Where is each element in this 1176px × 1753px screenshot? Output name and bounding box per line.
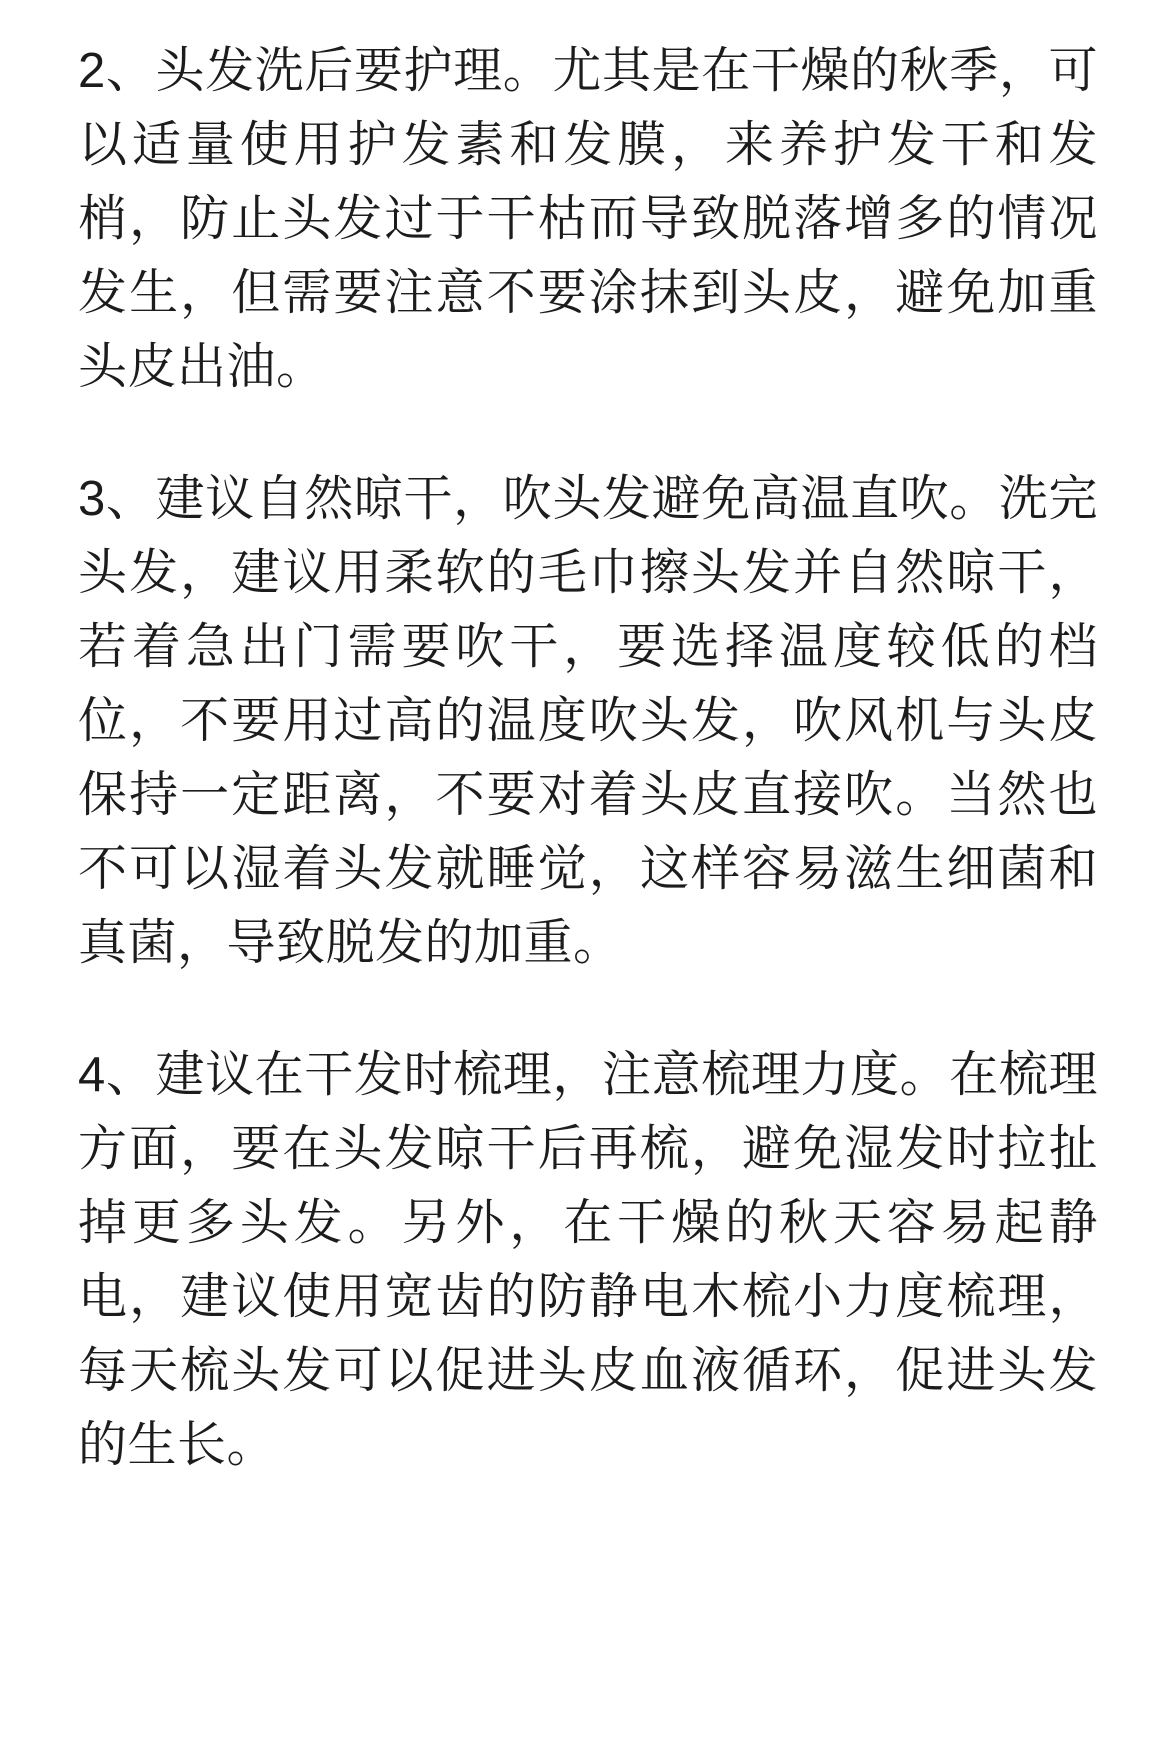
paragraph-2: 2、头发洗后要护理。尤其是在干燥的秋季，可以适量使用护发素和发膜，来养护发干和发梢，防止头发过于干枯而导致脱落增多的情况发生，但需要注意不要涂抹到头皮，避免加重头皮出油。 xyxy=(78,44,1098,394)
paragraph-3: 3、建议自然晾干，吹头发避免高温直吹。洗完头发，建议用柔软的毛巾擦头发并自然晾干，若着急出门需要吹干，要选择温度较低的档位，不要用过高的温度吹头发，吹风机与头皮保持一定距离，不要对着头皮直接吹。当然也不可以湿着头发就睡觉，这样容易滋生细菌和真菌，导致脱发的加重。 xyxy=(78,472,1098,970)
paragraph-4: 4、建议在干发时梳理，注意梳理力度。在梳理方面，要在头发晾干后再梳，避免湿发时拉扯掉更多头发。另外，在干燥的秋天容易起静电，建议使用宽齿的防静电木梳小力度梳理，每天梳头发可以促进头皮血液循环，促进头发的生长。 xyxy=(78,1048,1098,1472)
article-body xyxy=(78,34,1098,1482)
